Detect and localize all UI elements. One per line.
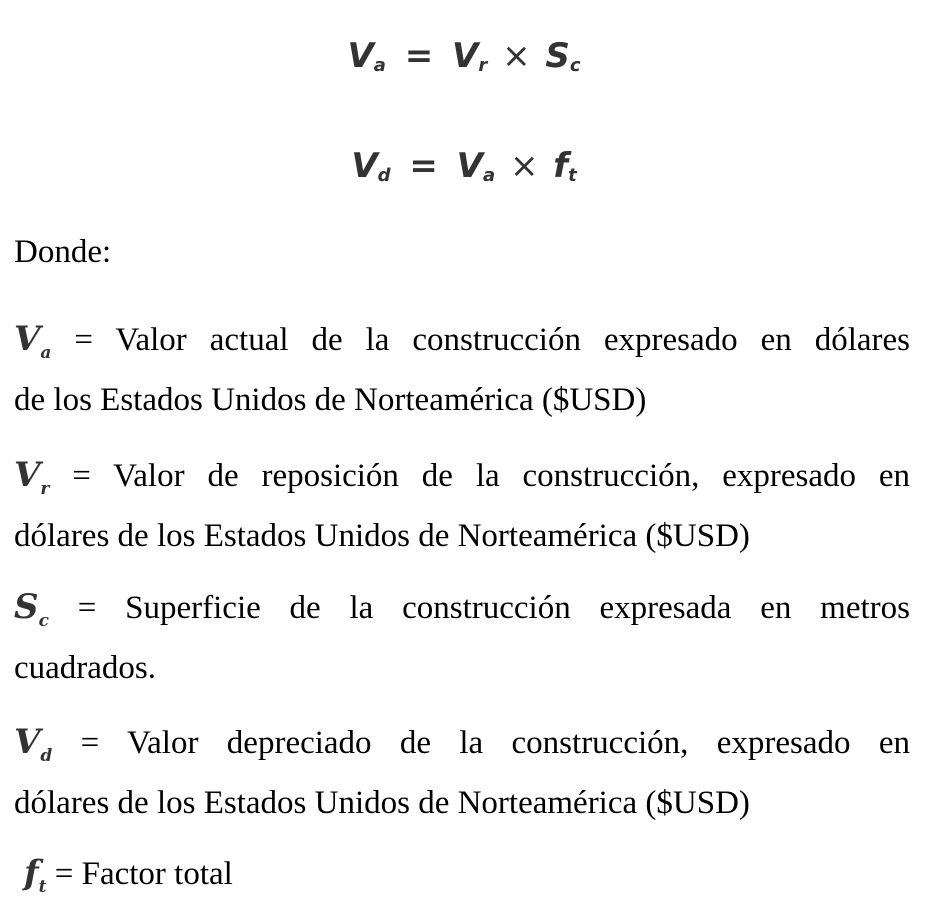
- formula-symbol: $V_r$: [452, 36, 488, 76]
- definition-line: dólares de los Estados Unidos de Norteamérica ($USD): [14, 517, 750, 554]
- definition-line: de los Estados Unidos de Norteamérica ($USD): [14, 381, 647, 418]
- definition-actual-value: [14, 316, 910, 424]
- symbol-vd: $V_d$: [14, 722, 53, 766]
- definition-depreciated-value: [14, 719, 910, 827]
- formula-symbol: $V_a$: [347, 36, 386, 76]
- definition-line: $V_r$ = Valor de reposición de la construcción, expresado en: [14, 455, 911, 499]
- definition-total-factor: [24, 850, 920, 911]
- formula-symbol: $V_d$: [351, 146, 391, 186]
- definition-replacement-value: [14, 452, 910, 560]
- times-sign: ×: [502, 36, 531, 76]
- equals-sign: =: [404, 36, 434, 76]
- definition-line: dólares de los Estados Unidos de Norteamérica ($USD): [14, 784, 750, 821]
- formula-depreciated-value: [0, 146, 928, 196]
- definition-line: $S_c$ = Superficie de la construcción expresada en metros: [14, 587, 910, 631]
- symbol-va: $V_a$: [14, 319, 52, 363]
- definition-line: $f_t$ = Factor total: [24, 853, 233, 897]
- definition-line: $V_a$ = Valor actual de la construcción expresado en dólares: [14, 319, 910, 363]
- symbol-sc: $S_c$: [14, 587, 49, 631]
- donde-label: Donde:: [14, 234, 112, 270]
- definition-line: $V_d$ = Valor depreciado de la construcción, expresado en: [14, 722, 910, 766]
- formula-symbol: $S_c$: [545, 36, 581, 76]
- definition-line: cuadrados.: [14, 649, 157, 686]
- symbol-vr: $V_r$: [14, 455, 50, 499]
- formula-actual-value: [0, 36, 928, 86]
- symbol-ft: $f_t$: [24, 853, 47, 897]
- times-sign: ×: [509, 146, 539, 186]
- formula-symbol: $f_t$: [553, 146, 577, 186]
- definition-surface: [14, 584, 910, 692]
- equals-sign: =: [409, 146, 438, 186]
- formula-symbol: $V_a$: [456, 146, 496, 186]
